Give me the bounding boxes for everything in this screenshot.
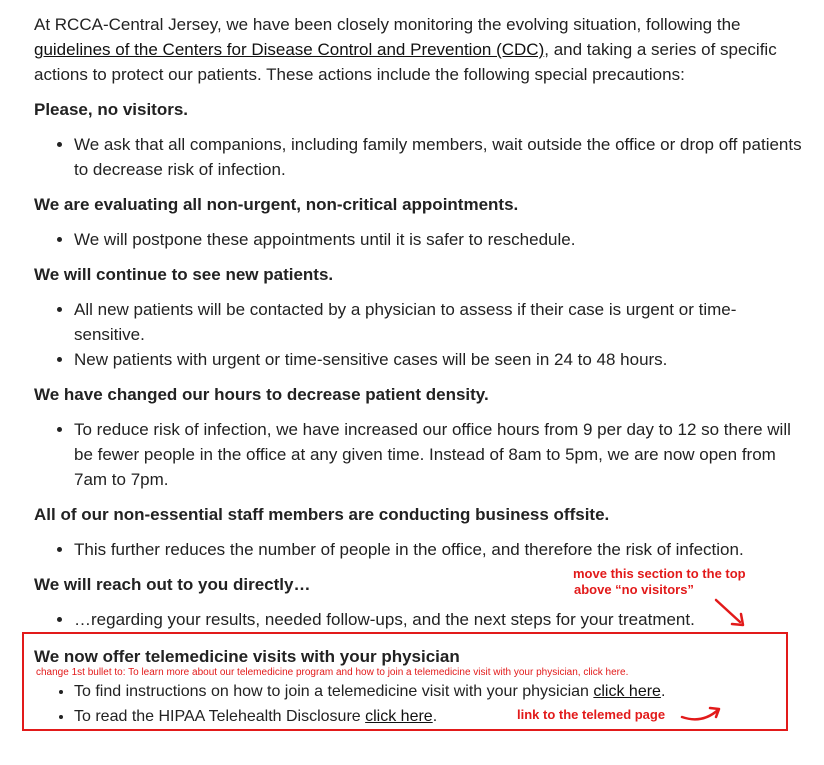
hipaa-disclosure-link[interactable]: click here [365, 708, 433, 725]
list-item [74, 679, 794, 704]
intro-paragraph [34, 12, 804, 87]
cdc-guidelines-link[interactable]: guidelines of the Centers for Disease Control and Prevention (CDC) [34, 40, 545, 59]
list-no-visitors [34, 132, 804, 182]
telemed-instructions-link[interactable]: click here [593, 683, 661, 700]
list-changed-hours [34, 417, 804, 492]
bullet-end: . [660, 683, 666, 700]
bullet-end: . [432, 708, 438, 725]
heading-reach-out: We will reach out to you directly… [34, 575, 311, 594]
list-evaluating-appointments [34, 227, 804, 252]
list-offsite-staff [34, 537, 804, 562]
down-arrow-icon [712, 598, 752, 638]
annotation-line: above “no visitors” [574, 582, 694, 597]
list-item: • …regarding your results, needed follow-ups, and the next steps for your treatment. [74, 607, 804, 632]
heading-evaluating-appointments: We are evaluating all non-urgent, non-critical appointments. [34, 195, 519, 214]
intro-text-end: , and taking a series of specific actions to protect our patients. These actions include the following special precautions: [34, 40, 777, 84]
heading-no-visitors: Please, no visitors. [34, 100, 189, 119]
list-reach-out [34, 607, 804, 632]
list-item: • This further reduces the number of people in the office, and therefore the risk of infection. [74, 537, 804, 562]
heading-new-patients: We will continue to see new patients. [34, 265, 334, 284]
list-item: • We ask that all companions, including family members, wait outside the office or drop off patients to decrease risk of infection. [74, 132, 804, 182]
heading-telemedicine: We now offer telemedicine visits with your physician [34, 647, 460, 666]
change-bullet-annotation: change 1st bullet to: To learn more about our telemedicine program and how to join a telemedicine visit with your physician, click here. [36, 667, 629, 678]
curved-arrow-icon [680, 702, 730, 732]
link-telemed-annotation: link to the telemed page [517, 707, 666, 722]
list-item: • New patients with urgent or time-sensitive cases will be seen in 24 to 48 hours. [74, 347, 804, 372]
heading-offsite-staff: All of our non-essential staff members are conducting business offsite. [34, 505, 610, 524]
list-item: • All new patients will be contacted by a physician to assess if their case is urgent or time-sensitive. [74, 297, 804, 347]
telemedicine-highlight-box [22, 632, 788, 731]
annotation-line: move this section to the top [573, 566, 746, 581]
list-new-patients [34, 297, 804, 372]
intro-text: At RCCA-Central Jersey, we have been closely monitoring the evolving situation, following the [34, 15, 741, 34]
article-body [34, 12, 804, 642]
bullet-text: To read the HIPAA Telehealth Disclosure [74, 708, 366, 725]
heading-changed-hours: We have changed our hours to decrease patient density. [34, 385, 489, 404]
list-item: • To reduce risk of infection, we have increased our office hours from 9 per day to 12 so there will be fewer people in the office at any given time. Instead of 8am to 5pm, we are now open from 7am to 7pm. [74, 417, 804, 492]
list-item: • We will postpone these appointments until it is safer to reschedule. [74, 227, 804, 252]
move-section-annotation [573, 566, 746, 598]
bullet-text: To find instructions on how to join a telemedicine visit with your physician [74, 683, 594, 700]
